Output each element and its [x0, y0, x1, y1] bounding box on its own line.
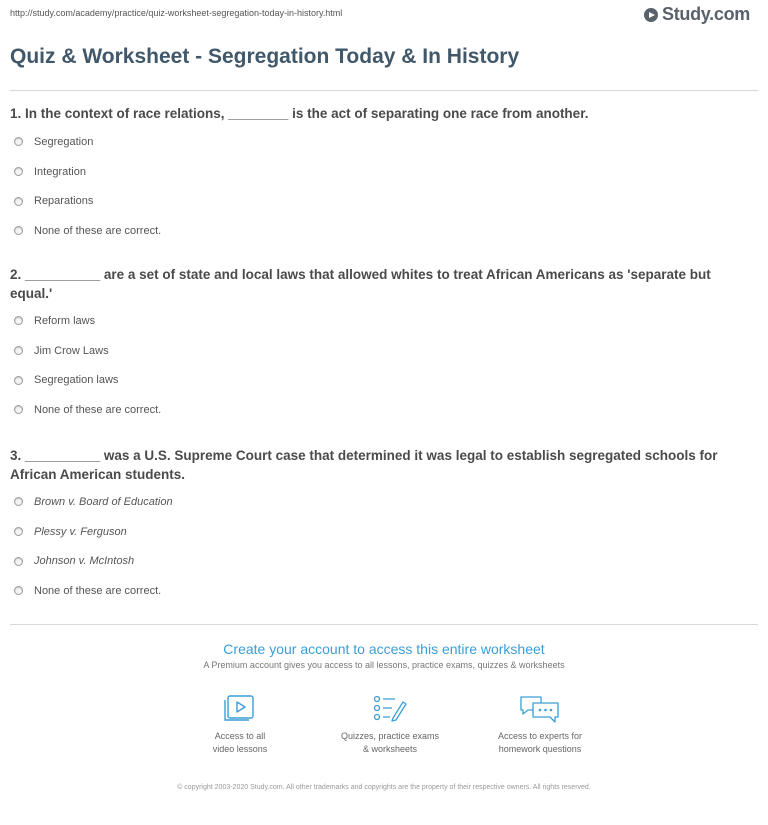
question-2-option-b[interactable] [10, 336, 750, 366]
question-3-option-b[interactable] [10, 517, 750, 547]
feature-quizzes [320, 694, 460, 756]
question-2-option-c[interactable] [10, 365, 750, 395]
radio-icon[interactable] [14, 346, 23, 355]
option-label: Plessy v. Ferguson [34, 525, 127, 538]
question-3-option-d[interactable] [10, 576, 750, 606]
cta-divider [10, 624, 758, 625]
option-label: Segregation [34, 135, 94, 148]
radio-icon[interactable] [14, 316, 23, 325]
radio-icon[interactable] [14, 226, 23, 235]
chat-bubbles-icon [518, 694, 562, 724]
feature-label: Quizzes, practice exams & worksheets [340, 731, 440, 754]
question-2-text: 2. __________ are a set of state and local laws that allowed whites to treat African Americans as 'separate but equal.' [10, 267, 711, 301]
study-logo-icon [644, 8, 658, 22]
radio-icon[interactable] [14, 405, 23, 414]
feature-label: Access to all video lessons [212, 731, 268, 754]
option-label: Jim Crow Laws [34, 344, 109, 357]
question-3-option-c[interactable] [10, 546, 750, 576]
radio-icon[interactable] [14, 527, 23, 536]
radio-icon[interactable] [14, 586, 23, 595]
option-label: Reparations [34, 195, 94, 208]
checklist-icon [372, 694, 408, 724]
radio-icon[interactable] [14, 197, 23, 206]
feature-experts [470, 694, 610, 756]
question-2-option-a[interactable] [10, 306, 750, 336]
option-label: None of these are correct. [34, 403, 162, 416]
cta-title[interactable]: Create your account to access this entire worksheet [223, 641, 545, 657]
question-3 [10, 446, 750, 606]
title-divider [10, 90, 758, 91]
option-label: Johnson v. McIntosh [34, 555, 135, 568]
question-1-option-c[interactable] [10, 186, 750, 216]
option-label: Reform laws [34, 314, 96, 327]
option-label: Brown v. Board of Education [34, 495, 173, 508]
feature-label: Access to experts for homework questions [497, 731, 583, 754]
page-url: http://study.com/academy/practice/quiz-worksheet-segregation-today-in-history.html [10, 8, 343, 18]
radio-icon[interactable] [14, 376, 23, 385]
study-logo[interactable] [644, 4, 750, 25]
radio-icon[interactable] [14, 137, 23, 146]
radio-icon[interactable] [14, 497, 23, 506]
question-1 [10, 104, 750, 246]
study-logo-text: Study.com [662, 4, 750, 24]
radio-icon[interactable] [14, 557, 23, 566]
video-lesson-icon [223, 694, 257, 724]
cta-subtitle: A Premium account gives you access to all lessons, practice exams, quizzes & worksheets [203, 660, 565, 670]
feature-video-lessons [170, 694, 310, 756]
option-label: None of these are correct. [34, 584, 162, 597]
question-1-option-a[interactable] [10, 127, 750, 157]
question-3-option-a[interactable] [10, 487, 750, 517]
question-1-text: 1. In the context of race relations, ________ is the act of separating one race from another. [10, 106, 589, 121]
question-1-option-d[interactable] [10, 216, 750, 246]
option-label: Segregation laws [34, 374, 119, 387]
option-label: None of these are correct. [34, 224, 162, 237]
option-label: Integration [34, 165, 86, 178]
question-3-text: 3. __________ was a U.S. Supreme Court case that determined it was legal to establish segregated schools for African American students. [10, 448, 718, 482]
signup-cta [0, 641, 768, 670]
premium-features [170, 694, 610, 756]
question-2 [10, 265, 750, 425]
radio-icon[interactable] [14, 167, 23, 176]
copyright-notice: © copyright 2003-2020 Study.com. All other trademarks and copyrights are the property of their respective owners. All rights reserved. [177, 784, 591, 791]
question-1-option-b[interactable] [10, 157, 750, 187]
page-title: Quiz & Worksheet - Segregation Today & In History [10, 45, 520, 68]
question-2-option-d[interactable] [10, 395, 750, 425]
